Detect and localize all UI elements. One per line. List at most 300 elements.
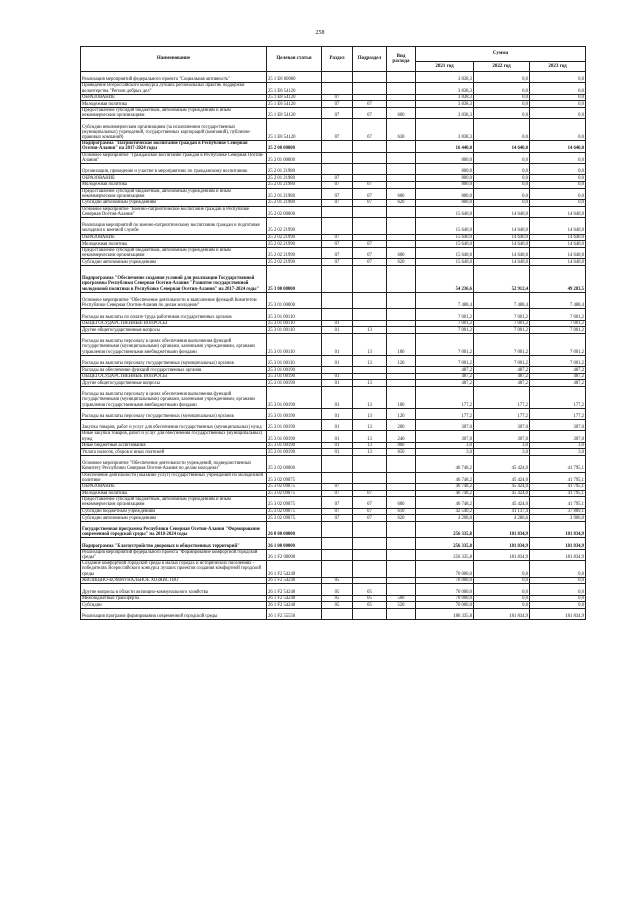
row-subsection-cell: 07 bbox=[353, 107, 387, 118]
row-sum-2021-cell: 42 540,2 bbox=[416, 508, 474, 515]
row-name-cell: ОБЩЕГОСУДАРСТВЕННЫЕ ВОПРОСЫ bbox=[81, 373, 267, 380]
header-year-2021: 2021 год bbox=[416, 62, 474, 72]
row-type-cell bbox=[387, 217, 416, 234]
row-type-cell bbox=[387, 309, 416, 320]
row-subsection-cell: 07 bbox=[353, 515, 387, 522]
row-code-cell: 25 2 02 00000 bbox=[267, 206, 322, 217]
row-subsection-cell: 07 bbox=[353, 199, 387, 206]
row-sum-2023-cell: 14 640,0 bbox=[530, 234, 586, 241]
row-sum-2022-cell: 0,0 bbox=[474, 152, 530, 163]
row-sum-2023-cell: 307,0 bbox=[530, 431, 586, 442]
row-subsection-cell: 13 bbox=[353, 386, 387, 408]
row-sum-2023-cell: 7 001,2 bbox=[530, 309, 586, 320]
row-section-cell bbox=[322, 83, 353, 94]
row-sum-2023-cell: 0,0 bbox=[530, 584, 586, 595]
row-code-cell: 25 3 02 09075 bbox=[267, 515, 322, 522]
table-body bbox=[81, 72, 586, 620]
row-sum-2022-cell: 45 424,0 bbox=[474, 490, 530, 497]
row-sum-2022-cell: 307,0 bbox=[474, 431, 530, 442]
row-sum-2023-cell: 181 834,9 bbox=[530, 549, 586, 560]
budget-table bbox=[80, 46, 586, 620]
row-name-cell: Реализация мероприятий федерального проекта "Социальная активность" bbox=[81, 72, 267, 83]
row-sum-2021-cell: 3,0 bbox=[416, 442, 474, 449]
row-sum-2023-cell: 0,0 bbox=[530, 199, 586, 206]
row-section-cell: 01 bbox=[322, 420, 353, 431]
table-row bbox=[81, 292, 586, 309]
row-code-cell: 25 3 01 00110 bbox=[267, 355, 322, 366]
row-sum-2022-cell: 7 488,4 bbox=[474, 292, 530, 309]
row-subsection-cell bbox=[353, 309, 387, 320]
row-code-cell: 25 1 E8 54120 bbox=[267, 119, 322, 141]
row-type-cell bbox=[387, 181, 416, 188]
table-row bbox=[81, 265, 586, 292]
row-section-cell bbox=[322, 265, 353, 292]
table-row bbox=[81, 101, 586, 108]
row-section-cell: 01 bbox=[322, 442, 353, 449]
row-sum-2021-cell: 70 000,0 bbox=[416, 561, 474, 578]
row-type-cell bbox=[387, 72, 416, 83]
row-section-cell: 01 bbox=[322, 355, 353, 366]
table-row bbox=[81, 373, 586, 380]
page-number: 258 bbox=[315, 30, 325, 36]
row-section-cell bbox=[322, 72, 353, 83]
row-sum-2022-cell: 0,0 bbox=[474, 94, 530, 101]
table-row bbox=[81, 152, 586, 163]
table-row bbox=[81, 549, 586, 560]
row-code-cell: 25 3 02 09075 bbox=[267, 472, 322, 483]
budget-table-container bbox=[80, 46, 585, 620]
row-sum-2021-cell: 256 335,8 bbox=[416, 521, 474, 538]
row-sum-2022-cell: 307,0 bbox=[474, 420, 530, 431]
row-sum-2021-cell: 15 640,0 bbox=[416, 206, 474, 217]
header-subsection: Подраздел bbox=[353, 47, 387, 72]
row-sum-2022-cell: 181 834,9 bbox=[474, 538, 530, 549]
row-sum-2022-cell: 7 001,2 bbox=[474, 327, 530, 334]
row-sum-2021-cell: 70 000,0 bbox=[416, 577, 474, 584]
row-section-cell bbox=[322, 549, 353, 560]
row-sum-2022-cell: 7 001,2 bbox=[474, 333, 530, 355]
row-sum-2023-cell: 0,0 bbox=[530, 101, 586, 108]
table-row bbox=[81, 584, 586, 595]
table-row bbox=[81, 515, 586, 522]
row-name-cell: Расходы на выплаты по оплате труда работников государственных органов bbox=[81, 309, 267, 320]
row-type-cell: 120 bbox=[387, 355, 416, 366]
row-subsection-cell: 13 bbox=[353, 380, 387, 387]
row-name-cell: Молодежная политика bbox=[81, 490, 267, 497]
row-section-cell: 07 bbox=[322, 484, 353, 491]
row-sum-2021-cell: 800,0 bbox=[416, 164, 474, 175]
row-type-cell: 630 bbox=[387, 119, 416, 141]
table-row bbox=[81, 490, 586, 497]
row-section-cell bbox=[322, 538, 353, 549]
row-code-cell: 26 1 F2 54240 bbox=[267, 602, 322, 609]
row-sum-2023-cell: 7 488,4 bbox=[530, 292, 586, 309]
row-sum-2021-cell: 70 000,0 bbox=[416, 602, 474, 609]
row-code-cell: 25 3 01 00110 bbox=[267, 327, 322, 334]
row-type-cell bbox=[387, 373, 416, 380]
row-section-cell: 07 bbox=[322, 107, 353, 118]
row-code-cell: 25 3 02 00000 bbox=[267, 456, 322, 473]
row-section-cell: 01 bbox=[322, 320, 353, 327]
row-name-cell: Предоставление субсидий бюджетным, автономным учреждениям и иным некоммерческим организациям bbox=[81, 107, 267, 118]
row-section-cell bbox=[322, 164, 353, 175]
row-subsection-cell bbox=[353, 141, 387, 152]
row-type-cell bbox=[387, 164, 416, 175]
header-code: Целевая статья bbox=[267, 47, 322, 72]
row-name-cell: Закупка товаров, работ и услуг для обеспечения государственных (муниципальных) нужд bbox=[81, 420, 267, 431]
row-sum-2023-cell: 7 001,2 bbox=[530, 355, 586, 366]
table-row bbox=[81, 181, 586, 188]
row-subsection-cell bbox=[353, 549, 387, 560]
row-type-cell bbox=[387, 577, 416, 584]
table-row bbox=[81, 355, 586, 366]
row-name-cell: Расходы на выплаты персоналу государственных (муниципальных) органов bbox=[81, 408, 267, 419]
row-code-cell: 25 3 01 00190 bbox=[267, 373, 322, 380]
row-name-cell: ОБРАЗОВАНИЕ bbox=[81, 175, 267, 182]
row-sum-2021-cell: 15 640,0 bbox=[416, 217, 474, 234]
table-row bbox=[81, 217, 586, 234]
row-subsection-cell bbox=[353, 83, 387, 94]
row-subsection-cell bbox=[353, 472, 387, 483]
row-type-cell: 620 bbox=[387, 199, 416, 206]
row-name-cell: Реализация мероприятий федерального проекта "Формирование комфортной городской среды" bbox=[81, 549, 267, 560]
row-section-cell bbox=[322, 141, 353, 152]
row-type-cell bbox=[387, 584, 416, 595]
table-row bbox=[81, 367, 586, 374]
row-type-cell bbox=[387, 152, 416, 163]
row-code-cell: 25 3 01 00190 bbox=[267, 367, 322, 374]
row-sum-2021-cell: 800,0 bbox=[416, 152, 474, 163]
row-name-cell: Молодежная политика bbox=[81, 181, 267, 188]
table-row bbox=[81, 577, 586, 584]
table-row bbox=[81, 234, 586, 241]
row-sum-2021-cell: 7 001,2 bbox=[416, 309, 474, 320]
row-code-cell: 25 3 01 00110 bbox=[267, 320, 322, 327]
row-type-cell: 620 bbox=[387, 259, 416, 266]
row-code-cell: 25 3 02 09075 bbox=[267, 490, 322, 497]
row-type-cell bbox=[387, 367, 416, 374]
row-name-cell: ОБРАЗОВАНИЕ bbox=[81, 234, 267, 241]
row-type-cell bbox=[387, 141, 416, 152]
row-sum-2023-cell: 177,2 bbox=[530, 386, 586, 408]
row-sum-2021-cell: 3 838,3 bbox=[416, 83, 474, 94]
table-row bbox=[81, 538, 586, 549]
row-subsection-cell: 13 bbox=[353, 327, 387, 334]
row-subsection-cell: 05 bbox=[353, 595, 387, 602]
row-type-cell: 520 bbox=[387, 602, 416, 609]
row-sum-2021-cell: 177,2 bbox=[416, 386, 474, 408]
row-name-cell: Основное мероприятие "Военно-патриотическое воспитание граждан в Республике Северная Осетия-Алания" bbox=[81, 206, 267, 217]
row-type-cell: 600 bbox=[387, 247, 416, 258]
row-code-cell: 25 2 02 21990 bbox=[267, 247, 322, 258]
row-sum-2023-cell: 41 795,1 bbox=[530, 456, 586, 473]
table-row bbox=[81, 521, 586, 538]
row-sum-2022-cell: 14 640,0 bbox=[474, 217, 530, 234]
row-sum-2021-cell: 307,0 bbox=[416, 431, 474, 442]
row-sum-2022-cell: 14 640,0 bbox=[474, 247, 530, 258]
row-section-cell bbox=[322, 206, 353, 217]
row-sum-2023-cell: 14 640,0 bbox=[530, 141, 586, 152]
row-section-cell bbox=[322, 472, 353, 483]
row-sum-2022-cell: 0,0 bbox=[474, 175, 530, 182]
row-code-cell: 25 3 01 00190 bbox=[267, 449, 322, 456]
row-code-cell: 25 3 01 00110 bbox=[267, 309, 322, 320]
row-section-cell bbox=[322, 521, 353, 538]
row-sum-2021-cell: 7 488,4 bbox=[416, 292, 474, 309]
row-subsection-cell: 07 bbox=[353, 181, 387, 188]
row-sum-2021-cell: 256 335,8 bbox=[416, 538, 474, 549]
row-type-cell bbox=[387, 549, 416, 560]
row-subsection-cell: 07 bbox=[353, 247, 387, 258]
row-type-cell bbox=[387, 101, 416, 108]
row-type-cell bbox=[387, 380, 416, 387]
row-name-cell: Субсидии bbox=[81, 602, 267, 609]
row-name-cell: Основное мероприятие "Обеспечение деятельности и выполнение функций Комитетом Республики Северная Осетия-Алания по делам молодежи" bbox=[81, 292, 267, 309]
row-sum-2021-cell: 7 001,2 bbox=[416, 333, 474, 355]
row-code-cell: 25 3 02 09075 bbox=[267, 497, 322, 508]
row-name-cell: Основное мероприятие "Гражданское воспитание граждан в Республике Северная Осетия-Алания" bbox=[81, 152, 267, 163]
header-name: Наименование bbox=[81, 47, 267, 72]
table-row bbox=[81, 206, 586, 217]
row-sum-2023-cell: 14 640,0 bbox=[530, 241, 586, 248]
row-code-cell: 25 2 01 21980 bbox=[267, 164, 322, 175]
row-name-cell: Расходы на обеспечение функций государственных органов bbox=[81, 367, 267, 374]
row-name-cell: Субсидии бюджетным учреждениям bbox=[81, 508, 267, 515]
row-code-cell: 25 3 01 00190 bbox=[267, 380, 322, 387]
row-sum-2023-cell: 41 795,1 bbox=[530, 484, 586, 491]
row-sum-2021-cell: 15 640,0 bbox=[416, 241, 474, 248]
table-row bbox=[81, 188, 586, 199]
row-sum-2022-cell: 0,0 bbox=[474, 107, 530, 118]
table-row bbox=[81, 497, 586, 508]
row-code-cell: 25 3 01 00190 bbox=[267, 420, 322, 431]
row-sum-2022-cell: 0,0 bbox=[474, 577, 530, 584]
row-subsection-cell bbox=[353, 234, 387, 241]
row-subsection-cell bbox=[353, 94, 387, 101]
row-code-cell: 25 3 01 00000 bbox=[267, 292, 322, 309]
row-type-cell: 100 bbox=[387, 333, 416, 355]
row-section-cell bbox=[322, 292, 353, 309]
row-name-cell: Государственная программа Республики Северная Осетия-Алания "Формирование современной городской среды" на 2018-2024 годы bbox=[81, 521, 267, 538]
table-row bbox=[81, 484, 586, 491]
row-sum-2022-cell: 14 640,0 bbox=[474, 206, 530, 217]
row-sum-2021-cell: 46 748,2 bbox=[416, 472, 474, 483]
table-row bbox=[81, 609, 586, 620]
row-sum-2021-cell: 177,2 bbox=[416, 408, 474, 419]
table-row bbox=[81, 199, 586, 206]
row-sum-2023-cell: 0,0 bbox=[530, 107, 586, 118]
row-type-cell bbox=[387, 320, 416, 327]
row-subsection-cell bbox=[353, 175, 387, 182]
row-sum-2021-cell: 3 838,3 bbox=[416, 119, 474, 141]
row-sum-2023-cell: 0,0 bbox=[530, 561, 586, 578]
table-row bbox=[81, 449, 586, 456]
row-name-cell: Другие вопросы в области жилищно-коммунального хозяйства bbox=[81, 584, 267, 595]
row-sum-2023-cell: 0,0 bbox=[530, 175, 586, 182]
table-row bbox=[81, 327, 586, 334]
table-row bbox=[81, 175, 586, 182]
row-sum-2022-cell: 14 640,0 bbox=[474, 234, 530, 241]
row-sum-2021-cell: 70 000,0 bbox=[416, 584, 474, 595]
row-sum-2021-cell: 800,0 bbox=[416, 199, 474, 206]
row-name-cell: Реализация мероприятий по военно-патриотическому воспитанию граждан и подготовке молодежи к военной службе bbox=[81, 217, 267, 234]
row-type-cell bbox=[387, 484, 416, 491]
row-subsection-cell: 05 bbox=[353, 584, 387, 595]
row-section-cell: 07 bbox=[322, 101, 353, 108]
row-sum-2022-cell: 0,0 bbox=[474, 561, 530, 578]
row-section-cell: 01 bbox=[322, 431, 353, 442]
row-code-cell: 25 3 01 00110 bbox=[267, 333, 322, 355]
row-type-cell bbox=[387, 83, 416, 94]
row-type-cell: 800 bbox=[387, 442, 416, 449]
row-sum-2023-cell: 0,0 bbox=[530, 595, 586, 602]
row-code-cell: 26 1 F2 54240 bbox=[267, 584, 322, 595]
row-sum-2023-cell: 181 834,9 bbox=[530, 609, 586, 620]
table-row bbox=[81, 508, 586, 515]
row-sum-2021-cell: 15 640,0 bbox=[416, 259, 474, 266]
row-subsection-cell: 07 bbox=[353, 497, 387, 508]
row-sum-2021-cell: 15 640,0 bbox=[416, 234, 474, 241]
row-code-cell: 25 3 01 00190 bbox=[267, 442, 322, 449]
row-section-cell bbox=[322, 456, 353, 473]
row-section-cell: 07 bbox=[322, 119, 353, 141]
table-row bbox=[81, 561, 586, 578]
row-sum-2021-cell: 3 838,3 bbox=[416, 107, 474, 118]
row-sum-2022-cell: 45 424,0 bbox=[474, 484, 530, 491]
row-name-cell: Подпрограмма "Благоустройство дворовых и общественных территорий" bbox=[81, 538, 267, 549]
row-name-cell: Межбюджетные трансферты bbox=[81, 595, 267, 602]
row-sum-2023-cell: 14 640,0 bbox=[530, 247, 586, 258]
row-subsection-cell: 13 bbox=[353, 449, 387, 456]
header-type: Вид расхода bbox=[387, 47, 416, 72]
row-name-cell: Расходы на выплаты персоналу государственных (муниципальных) органов bbox=[81, 355, 267, 366]
row-section-cell: 05 bbox=[322, 595, 353, 602]
row-code-cell: 25 1 E8 00000 bbox=[267, 72, 322, 83]
row-name-cell: Иные закупки товаров, работ и услуг для обеспечения государственных (муниципальных) нужд bbox=[81, 431, 267, 442]
row-sum-2022-cell: 4 286,6 bbox=[474, 515, 530, 522]
row-section-cell bbox=[322, 152, 353, 163]
row-type-cell bbox=[387, 94, 416, 101]
row-sum-2023-cell: 41 795,1 bbox=[530, 472, 586, 483]
row-subsection-cell: 07 bbox=[353, 508, 387, 515]
row-section-cell: 05 bbox=[322, 577, 353, 584]
row-subsection-cell bbox=[353, 456, 387, 473]
row-section-cell: 07 bbox=[322, 497, 353, 508]
table-row bbox=[81, 141, 586, 152]
row-sum-2021-cell: 800,0 bbox=[416, 188, 474, 199]
row-sum-2022-cell: 0,0 bbox=[474, 83, 530, 94]
row-section-cell: 07 bbox=[322, 515, 353, 522]
row-subsection-cell: 13 bbox=[353, 431, 387, 442]
row-section-cell: 07 bbox=[322, 175, 353, 182]
row-type-cell: 600 bbox=[387, 107, 416, 118]
row-sum-2023-cell: 307,0 bbox=[530, 420, 586, 431]
row-section-cell: 01 bbox=[322, 333, 353, 355]
row-code-cell: 26 1 F2 54240 bbox=[267, 595, 322, 602]
row-type-cell: 620 bbox=[387, 515, 416, 522]
row-section-cell: 07 bbox=[322, 508, 353, 515]
row-sum-2021-cell: 15 640,0 bbox=[416, 247, 474, 258]
row-section-cell: 05 bbox=[322, 584, 353, 595]
row-sum-2021-cell: 3 838,3 bbox=[416, 94, 474, 101]
row-subsection-cell bbox=[353, 484, 387, 491]
row-type-cell: 600 bbox=[387, 497, 416, 508]
row-name-cell: Иные бюджетные ассигнования bbox=[81, 442, 267, 449]
row-subsection-cell: 07 bbox=[353, 119, 387, 141]
row-sum-2023-cell: 41 795,1 bbox=[530, 497, 586, 508]
row-type-cell: 240 bbox=[387, 431, 416, 442]
row-subsection-cell bbox=[353, 521, 387, 538]
table-row bbox=[81, 420, 586, 431]
row-name-cell: Расходы на выплаты персоналу в целях обеспечения выполнения функций государственными (муниципальными) органами, казенными учреждениями, органами управления государственными внебюджетными фондами bbox=[81, 333, 267, 355]
row-sum-2022-cell: 0,0 bbox=[474, 164, 530, 175]
row-sum-2022-cell: 7 001,2 bbox=[474, 309, 530, 320]
row-type-cell: 200 bbox=[387, 420, 416, 431]
row-type-cell: 850 bbox=[387, 449, 416, 456]
row-sum-2022-cell: 487,2 bbox=[474, 380, 530, 387]
row-name-cell: Субсидии автономным учреждениям bbox=[81, 259, 267, 266]
row-type-cell bbox=[387, 265, 416, 292]
row-sum-2021-cell: 46 748,2 bbox=[416, 497, 474, 508]
row-sum-2023-cell: 181 834,9 bbox=[530, 538, 586, 549]
row-sum-2021-cell: 3 838,3 bbox=[416, 72, 474, 83]
row-code-cell: 26 1 00 00000 bbox=[267, 538, 322, 549]
row-code-cell: 25 3 01 00190 bbox=[267, 408, 322, 419]
row-section-cell: 01 bbox=[322, 386, 353, 408]
row-sum-2021-cell: 487,2 bbox=[416, 367, 474, 374]
row-sum-2022-cell: 181 834,9 bbox=[474, 609, 530, 620]
row-sum-2021-cell: 7 001,2 bbox=[416, 355, 474, 366]
row-section-cell: 07 bbox=[322, 259, 353, 266]
row-subsection-cell bbox=[353, 72, 387, 83]
row-sum-2022-cell: 0,0 bbox=[474, 72, 530, 83]
row-subsection-cell bbox=[353, 164, 387, 175]
row-type-cell: 600 bbox=[387, 188, 416, 199]
row-name-cell: ОБРАЗОВАНИЕ bbox=[81, 484, 267, 491]
row-type-cell bbox=[387, 521, 416, 538]
row-name-cell: Другие общегосударственные вопросы bbox=[81, 327, 267, 334]
table-row bbox=[81, 119, 586, 141]
row-sum-2023-cell: 3,0 bbox=[530, 449, 586, 456]
row-subsection-cell bbox=[353, 609, 387, 620]
row-section-cell: 01 bbox=[322, 380, 353, 387]
row-code-cell: 25 2 00 00000 bbox=[267, 141, 322, 152]
row-code-cell: 26 1 F2 54240 bbox=[267, 561, 322, 578]
row-sum-2023-cell: 14 640,0 bbox=[530, 259, 586, 266]
row-sum-2022-cell: 45 424,0 bbox=[474, 456, 530, 473]
row-sum-2023-cell: 37 889,1 bbox=[530, 508, 586, 515]
row-code-cell: 25 1 E8 54120 bbox=[267, 101, 322, 108]
row-sum-2021-cell: 487,2 bbox=[416, 373, 474, 380]
row-sum-2023-cell: 0,0 bbox=[530, 72, 586, 83]
row-type-cell bbox=[387, 241, 416, 248]
table-row bbox=[81, 380, 586, 387]
row-sum-2023-cell: 487,2 bbox=[530, 373, 586, 380]
row-sum-2023-cell: 487,2 bbox=[530, 367, 586, 374]
table-row bbox=[81, 247, 586, 258]
table-row bbox=[81, 431, 586, 442]
table-row bbox=[81, 442, 586, 449]
header-sum: Сумма bbox=[416, 47, 586, 62]
row-sum-2021-cell: 4 208,0 bbox=[416, 515, 474, 522]
row-code-cell: 25 2 01 21980 bbox=[267, 175, 322, 182]
row-sum-2023-cell: 487,2 bbox=[530, 380, 586, 387]
row-sum-2023-cell: 14 640,0 bbox=[530, 217, 586, 234]
table-row bbox=[81, 386, 586, 408]
row-sum-2021-cell: 3 838,3 bbox=[416, 101, 474, 108]
row-type-cell bbox=[387, 538, 416, 549]
row-sum-2023-cell: 0,0 bbox=[530, 83, 586, 94]
